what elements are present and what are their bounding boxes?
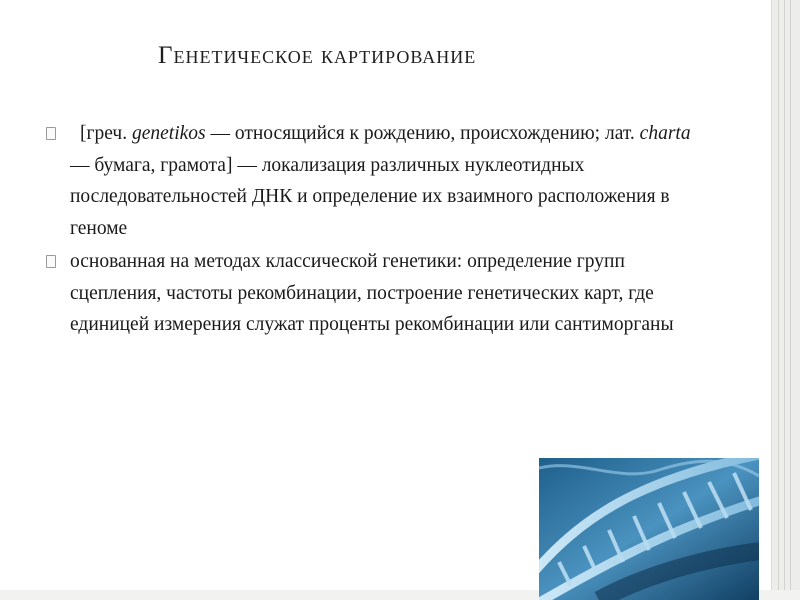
term-genetikos: genetikos <box>131 123 206 144</box>
slide-frame-right <box>771 0 800 600</box>
bullet-text-mid: — относящийся к рождению, происхождению; лат. <box>205 123 640 144</box>
slide-title: Генетическое картирование <box>158 42 477 69</box>
bullet-text-post: — бумага, грамота] — локализация различных нуклеотидных последовательностей ДНК и определение их взаимного расположения в геноме <box>70 154 670 239</box>
frame-stripe <box>790 0 791 600</box>
bullet-list <box>46 118 706 343</box>
bullet-marker-icon <box>46 127 56 140</box>
bullet-item <box>46 246 706 341</box>
frame-stripe <box>784 0 785 600</box>
bullet-text-pre: [греч. <box>80 123 132 144</box>
term-charta: charta <box>639 123 691 144</box>
bullet-marker-icon <box>46 255 56 268</box>
frame-stripe <box>778 0 779 600</box>
bullet-text: основанная на методах классической генетики: определение групп сцепления, частоты рекомбинации, построение генетических карт, где единицей измерения служат проценты рекомбинации или сантиморганы <box>70 251 674 335</box>
bullet-item <box>46 118 706 244</box>
dna-helix-image <box>539 458 759 600</box>
